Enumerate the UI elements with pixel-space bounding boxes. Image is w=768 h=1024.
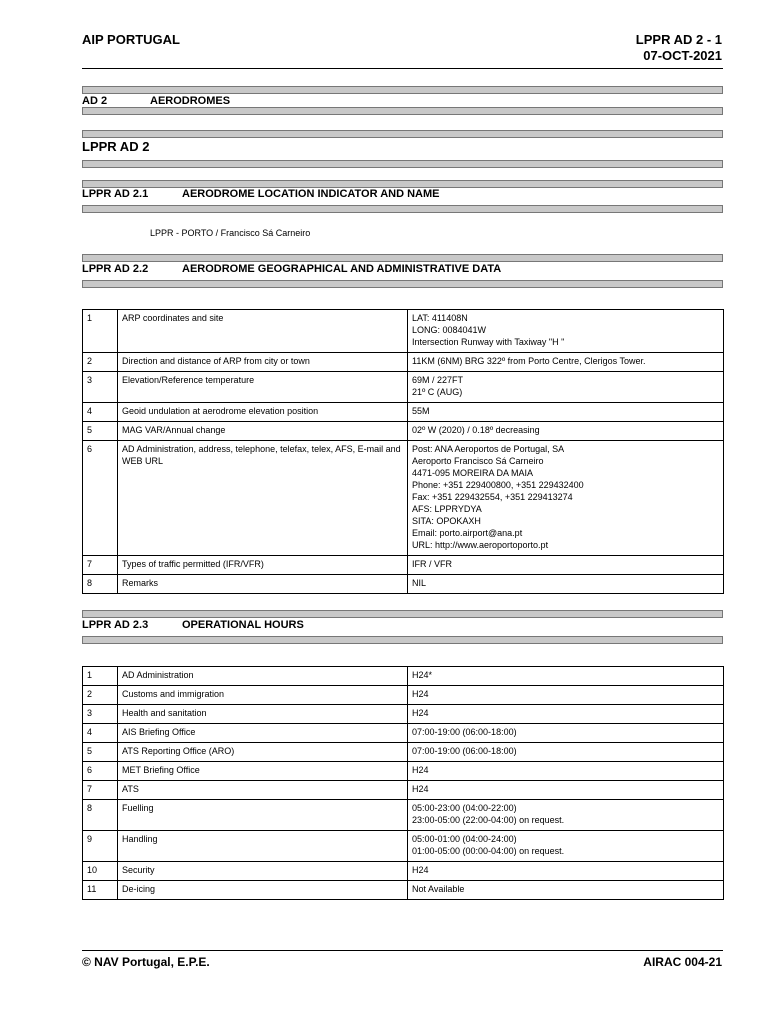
section-name: AERODROMES xyxy=(150,95,231,107)
value-cell: H24 xyxy=(408,781,724,800)
row-number-cell: 1 xyxy=(83,667,118,686)
table-row xyxy=(83,403,724,422)
row-number-cell: 3 xyxy=(83,705,118,724)
value-cell: Post: ANA Aeroportos de Portugal, SA Aeroporto Francisco Sá Carneiro 4471-095 MOREIRA DA MAIA Phone: +351 229400800, +351 229432400 Fax: +351 229432554, +351 229413274 AFS: LPPRYDYA SITA: OPOKAXH Email: porto.airport@ana.pt URL: http://www.aeroportoporto.pt xyxy=(408,441,724,556)
section-bar-bottom xyxy=(82,280,723,288)
value-cell: 05:00-23:00 (04:00-22:00) 23:00-05:00 (22:00-04:00) on request. xyxy=(408,800,724,831)
item-cell: Fuelling xyxy=(118,800,408,831)
item-cell: Elevation/Reference temperature xyxy=(118,372,408,403)
location-indicator: LPPR - PORTO / Francisco Sá Carneiro xyxy=(150,228,311,238)
table-row xyxy=(83,724,724,743)
value-cell: 11KM (6NM) BRG 322º from Porto Centre, Clerigos Tower. xyxy=(408,353,724,372)
item-cell: ATS Reporting Office (ARO) xyxy=(118,743,408,762)
value-cell: LAT: 411408N LONG: 0084041W Intersection Runway with Taxiway "H " xyxy=(408,310,724,353)
item-cell: Security xyxy=(118,862,408,881)
row-number-cell: 8 xyxy=(83,800,118,831)
section-bar-top xyxy=(82,180,723,188)
value-cell: 02º W (2020) / 0.18º decreasing xyxy=(408,422,724,441)
table-row xyxy=(83,353,724,372)
row-number-cell: 11 xyxy=(83,881,118,900)
table-row xyxy=(83,781,724,800)
value-cell: H24 xyxy=(408,862,724,881)
item-cell: ATS xyxy=(118,781,408,800)
item-cell: AD Administration, address, telephone, telefax, telex, AFS, E-mail and WEB URL xyxy=(118,441,408,556)
table-row xyxy=(83,556,724,575)
value-cell: H24 xyxy=(408,762,724,781)
item-cell: Handling xyxy=(118,831,408,862)
table-row xyxy=(83,705,724,724)
section-bar-bottom xyxy=(82,107,723,115)
table-row xyxy=(83,831,724,862)
value-cell: H24 xyxy=(408,686,724,705)
item-cell: Types of traffic permitted (IFR/VFR) xyxy=(118,556,408,575)
operational-hours-table xyxy=(82,666,724,900)
row-number-cell: 8 xyxy=(83,575,118,594)
value-cell: Not Available xyxy=(408,881,724,900)
value-cell: 07:00-19:00 (06:00-18:00) xyxy=(408,724,724,743)
item-cell: Direction and distance of ARP from city or town xyxy=(118,353,408,372)
value-cell: IFR / VFR xyxy=(408,556,724,575)
section-name: AERODROME GEOGRAPHICAL AND ADMINISTRATIVE DATA xyxy=(182,263,502,275)
table-row xyxy=(83,310,724,353)
section-code: AD 2 xyxy=(82,95,108,107)
footer-rule xyxy=(82,950,723,951)
section-title xyxy=(82,188,439,200)
value-cell: H24* xyxy=(408,667,724,686)
section-title: LPPR AD 2 xyxy=(82,139,150,154)
page-reference xyxy=(636,32,722,64)
section-lppr-ad2 xyxy=(82,130,723,170)
airac-cycle: AIRAC 004-21 xyxy=(643,955,722,969)
value-cell: 69M / 227FT 21º C (AUG) xyxy=(408,372,724,403)
row-number-cell: 2 xyxy=(83,353,118,372)
page-number: LPPR AD 2 - 1 xyxy=(635,32,722,47)
table-row xyxy=(83,575,724,594)
section-name: OPERATIONAL HOURS xyxy=(182,619,304,631)
value-cell: 07:00-19:00 (06:00-18:00) xyxy=(408,743,724,762)
aip-title: AIP PORTUGAL xyxy=(82,32,180,47)
row-number-cell: 1 xyxy=(83,310,118,353)
table-row xyxy=(83,743,724,762)
row-number-cell: 5 xyxy=(83,422,118,441)
table-row xyxy=(83,762,724,781)
item-cell: De-icing xyxy=(118,881,408,900)
table-row xyxy=(83,372,724,403)
row-number-cell: 9 xyxy=(83,831,118,862)
item-cell: AIS Briefing Office xyxy=(118,724,408,743)
section-bar-bottom xyxy=(82,160,723,168)
row-number-cell: 5 xyxy=(83,743,118,762)
section-title xyxy=(82,619,304,631)
section-bar-top xyxy=(82,130,723,138)
section-bar-top xyxy=(82,254,723,262)
item-cell: Geoid undulation at aerodrome elevation position xyxy=(118,403,408,422)
value-cell: NIL xyxy=(408,575,724,594)
section-name: AERODROME LOCATION INDICATOR AND NAME xyxy=(182,188,440,200)
value-cell: 05:00-01:00 (04:00-24:00) 01:00-05:00 (00:00-04:00) on request. xyxy=(408,831,724,862)
row-number-cell: 4 xyxy=(83,403,118,422)
section-lppr-ad2-3 xyxy=(82,610,723,646)
row-number-cell: 3 xyxy=(83,372,118,403)
item-cell: MET Briefing Office xyxy=(118,762,408,781)
row-number-cell: 2 xyxy=(83,686,118,705)
item-cell: MAG VAR/Annual change xyxy=(118,422,408,441)
table-row xyxy=(83,667,724,686)
section-bar-bottom xyxy=(82,205,723,213)
section-ad2 xyxy=(82,86,723,114)
section-title xyxy=(82,95,230,107)
section-title xyxy=(82,263,501,275)
table-row xyxy=(83,862,724,881)
row-number-cell: 7 xyxy=(83,556,118,575)
section-code: LPPR AD 2.2 xyxy=(82,263,149,275)
table-row xyxy=(83,686,724,705)
row-number-cell: 6 xyxy=(83,441,118,556)
section-lppr-ad2-2 xyxy=(82,254,723,290)
item-cell: Remarks xyxy=(118,575,408,594)
effective-date: 07-OCT-2021 xyxy=(643,48,722,63)
value-cell: 55M xyxy=(408,403,724,422)
value-cell: H24 xyxy=(408,705,724,724)
row-number-cell: 10 xyxy=(83,862,118,881)
item-cell: ARP coordinates and site xyxy=(118,310,408,353)
section-bar-top xyxy=(82,610,723,618)
section-code: LPPR AD 2.1 xyxy=(82,188,149,200)
copyright: © NAV Portugal, E.P.E. xyxy=(82,955,210,969)
geo-admin-table xyxy=(82,309,724,594)
table-row xyxy=(83,422,724,441)
item-cell: Health and sanitation xyxy=(118,705,408,724)
section-code: LPPR AD 2.3 xyxy=(82,619,149,631)
section-bar-top xyxy=(82,86,723,94)
table-row xyxy=(83,441,724,556)
table-row xyxy=(83,800,724,831)
section-lppr-ad2-1 xyxy=(82,180,723,216)
item-cell: AD Administration xyxy=(118,667,408,686)
item-cell: Customs and immigration xyxy=(118,686,408,705)
row-number-cell: 4 xyxy=(83,724,118,743)
section-bar-bottom xyxy=(82,636,723,644)
header-rule xyxy=(82,68,723,69)
row-number-cell: 6 xyxy=(83,762,118,781)
table-row xyxy=(83,881,724,900)
row-number-cell: 7 xyxy=(83,781,118,800)
